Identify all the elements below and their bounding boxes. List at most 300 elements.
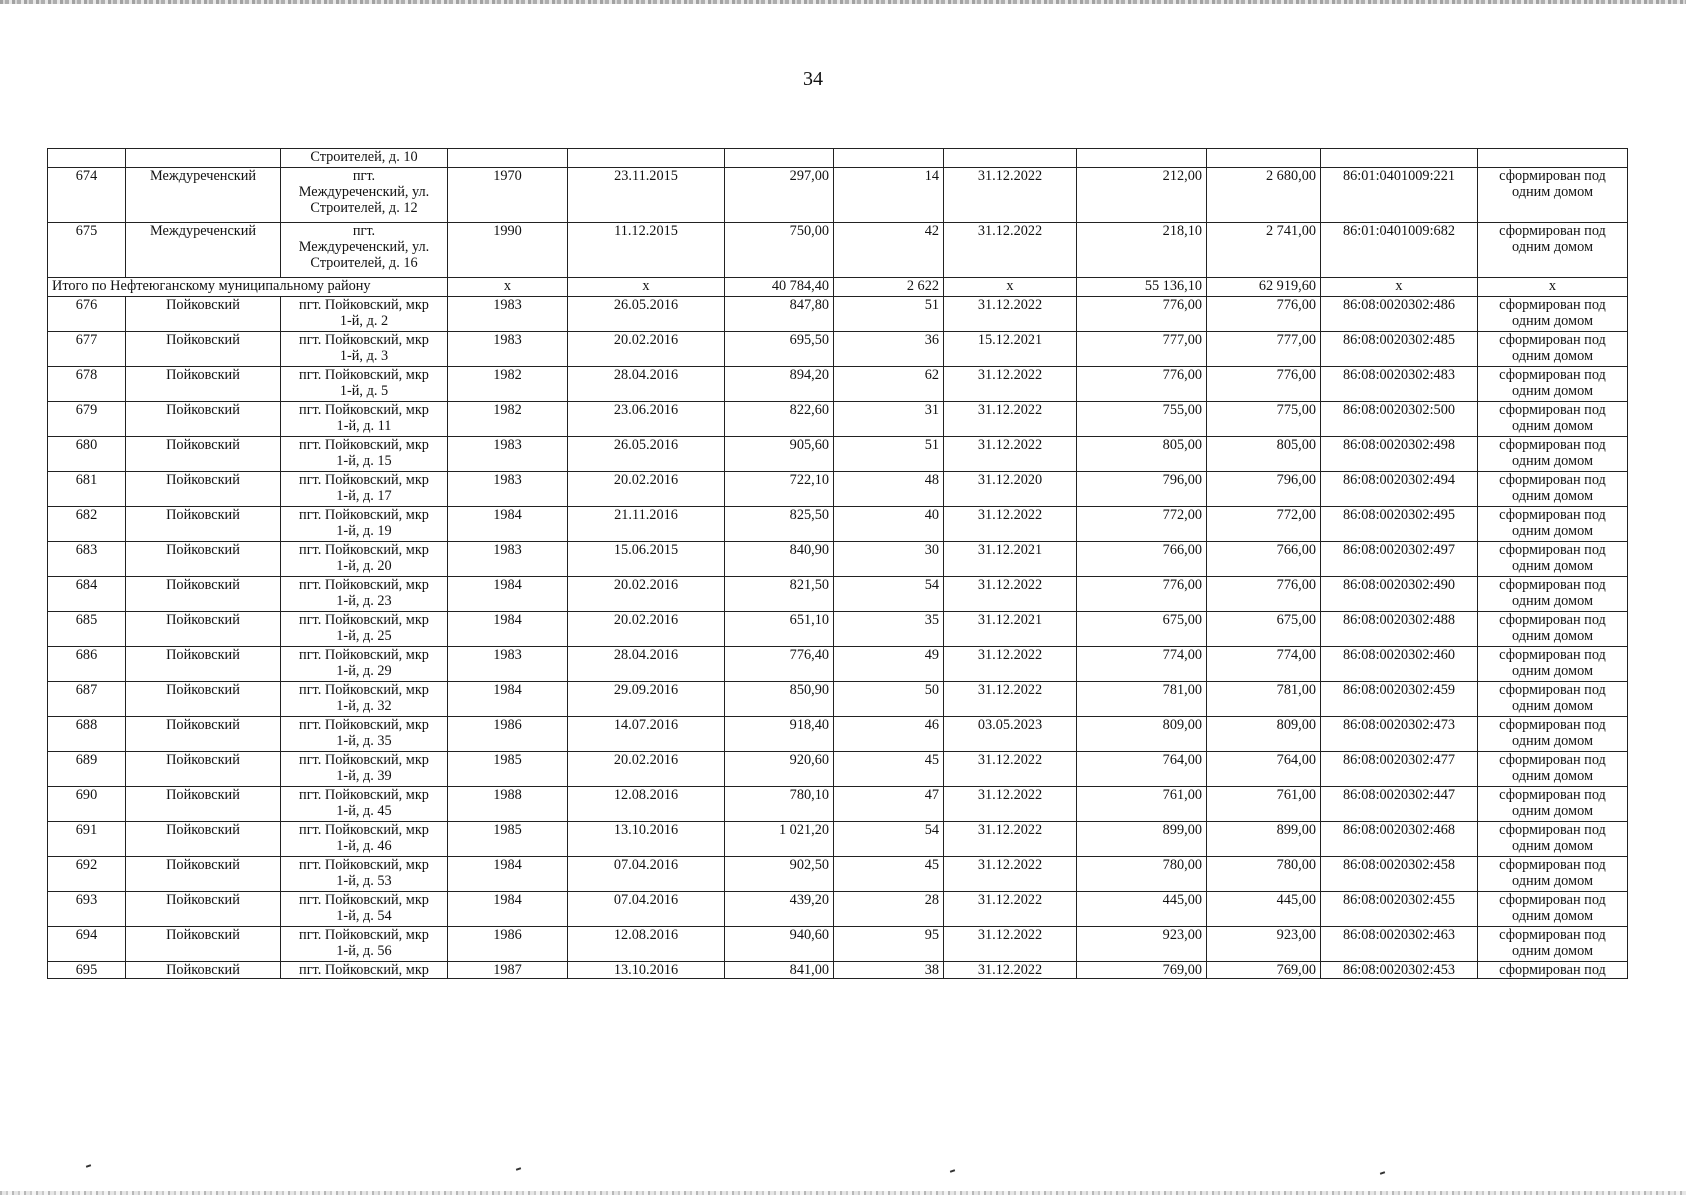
- deadline-cell: 31.12.2022: [944, 752, 1077, 787]
- area-cell: 750,00: [725, 223, 834, 278]
- value-a-cell: 780,00: [1077, 857, 1207, 892]
- status-cell: сформирован под: [1478, 962, 1628, 979]
- address-cell-line: 1-й, д. 45: [336, 803, 392, 819]
- status-cell: [1478, 647, 1628, 682]
- area-cell: 439,20: [725, 892, 834, 927]
- value-a-cell: 805,00: [1077, 437, 1207, 472]
- total-row: [48, 278, 1628, 297]
- date-cell: 29.09.2016: [568, 682, 725, 717]
- area-cell: 780,10: [725, 787, 834, 822]
- value-b-cell: 769,00: [1207, 962, 1321, 979]
- cadastral-cell: 86:08:0020302:463: [1321, 927, 1478, 962]
- deadline-cell: 31.12.2022: [944, 507, 1077, 542]
- status-cell-line: одним домом: [1511, 348, 1594, 364]
- year-cell: 1984: [448, 612, 568, 647]
- deadline-cell: 31.12.2022: [944, 892, 1077, 927]
- address-cell-line: пгт.: [352, 223, 376, 239]
- area-cell: 902,50: [725, 857, 834, 892]
- address-cell-line: 1-й, д. 29: [336, 663, 392, 679]
- cadastral-cell: 86:08:0020302:477: [1321, 752, 1478, 787]
- residents-cell: 38: [834, 962, 944, 979]
- value-a-cell: 776,00: [1077, 577, 1207, 612]
- value-b-cell: 775,00: [1207, 402, 1321, 437]
- residents-cell: 31: [834, 402, 944, 437]
- address-cell: [281, 752, 448, 787]
- table-row: [48, 437, 1628, 472]
- status-cell-line: сформирован под: [1499, 892, 1606, 908]
- row-number: 689: [48, 752, 126, 787]
- table-row: [48, 472, 1628, 507]
- deadline-cell: 31.12.2022: [944, 577, 1077, 612]
- table-row: [48, 297, 1628, 332]
- value-b-cell: 776,00: [1207, 577, 1321, 612]
- address-cell-line: пгт. Пойковский, мкр: [299, 647, 429, 663]
- value-b-cell: 764,00: [1207, 752, 1321, 787]
- address-cell-line: 1-й, д. 15: [336, 453, 392, 469]
- value-a-cell: 899,00: [1077, 822, 1207, 857]
- scan-speck: [86, 1164, 91, 1167]
- address-cell-line: 1-й, д. 19: [336, 523, 392, 539]
- status-cell: [1478, 542, 1628, 577]
- date-cell: 15.06.2015: [568, 542, 725, 577]
- residents-cell: 42: [834, 223, 944, 278]
- settlement-cell: Пойковский: [126, 577, 281, 612]
- residents-cell: 48: [834, 472, 944, 507]
- year-cell: 1985: [448, 822, 568, 857]
- residents-cell: 45: [834, 752, 944, 787]
- status-cell-line: одним домом: [1511, 803, 1594, 819]
- settlement-cell: Пойковский: [126, 892, 281, 927]
- address-cell: [281, 472, 448, 507]
- value-b-cell: 776,00: [1207, 367, 1321, 402]
- table-row: [48, 822, 1628, 857]
- area-cell: 722,10: [725, 472, 834, 507]
- address-cell-line: Строителей, д. 12: [310, 200, 418, 216]
- status-cell-line: одним домом: [1511, 943, 1594, 959]
- settlement-cell: Пойковский: [126, 857, 281, 892]
- value-b-cell: 766,00: [1207, 542, 1321, 577]
- scan-speck: [516, 1167, 521, 1170]
- address-cell-line: 1-й, д. 39: [336, 768, 392, 784]
- settlement-cell: Междуреченский: [126, 168, 281, 223]
- year-cell: 1983: [448, 437, 568, 472]
- area-cell: 894,20: [725, 367, 834, 402]
- deadline-cell: 31.12.2022: [944, 647, 1077, 682]
- area-cell: 825,50: [725, 507, 834, 542]
- table-row: [48, 332, 1628, 367]
- year-cell: 1986: [448, 927, 568, 962]
- residents-cell: 54: [834, 577, 944, 612]
- deadline-cell: 31.12.2021: [944, 542, 1077, 577]
- value-b-cell: 675,00: [1207, 612, 1321, 647]
- residents-cell: 14: [834, 168, 944, 223]
- table-row: [48, 223, 1628, 278]
- residents-cell: 47: [834, 787, 944, 822]
- status-cell: [1478, 787, 1628, 822]
- cadastral-cell: 86:08:0020302:486: [1321, 297, 1478, 332]
- year-cell: 1984: [448, 577, 568, 612]
- address-cell-line: пгт. Пойковский, мкр: [299, 927, 429, 943]
- status-cell: [1478, 927, 1628, 962]
- deadline-cell: 31.12.2022: [944, 367, 1077, 402]
- value-b-cell: 772,00: [1207, 507, 1321, 542]
- status-cell-line: сформирован под: [1499, 647, 1606, 663]
- value-b-cell: 761,00: [1207, 787, 1321, 822]
- address-cell-line: 1-й, д. 20: [336, 558, 392, 574]
- area-cell: 905,60: [725, 437, 834, 472]
- cadastral-cell: 86:08:0020302:460: [1321, 647, 1478, 682]
- residents-cell: 50: [834, 682, 944, 717]
- cadastral-cell: 86:08:0020302:488: [1321, 612, 1478, 647]
- year-cell: 1985: [448, 752, 568, 787]
- date-cell: 20.02.2016: [568, 332, 725, 367]
- value-b-cell: 923,00: [1207, 927, 1321, 962]
- settlement-cell: Пойковский: [126, 297, 281, 332]
- address-cell: [281, 787, 448, 822]
- total-deadline: х: [944, 278, 1077, 297]
- address-cell-line: Междуреченский, ул.: [298, 184, 430, 200]
- settlement-cell: Пойковский: [126, 472, 281, 507]
- cadastral-cell: 86:08:0020302:490: [1321, 577, 1478, 612]
- status-cell-line: одним домом: [1511, 313, 1594, 329]
- total-label: Итого по Нефтеюганскому муниципальному району: [48, 278, 448, 297]
- status-cell-line: одним домом: [1511, 838, 1594, 854]
- address-cell-line: пгт. Пойковский, мкр: [299, 787, 429, 803]
- value-a-cell: 781,00: [1077, 682, 1207, 717]
- value-b-cell: 2 680,00: [1207, 168, 1321, 223]
- year-cell: 1984: [448, 507, 568, 542]
- address-cell: [281, 927, 448, 962]
- address-cell: [281, 577, 448, 612]
- value-b-cell: 796,00: [1207, 472, 1321, 507]
- deadline-cell: 31.12.2022: [944, 927, 1077, 962]
- settlement-cell: Пойковский: [126, 402, 281, 437]
- status-cell-line: одним домом: [1511, 873, 1594, 889]
- residents-cell: 40: [834, 507, 944, 542]
- deadline-cell: 31.12.2022: [944, 402, 1077, 437]
- total-date: х: [568, 278, 725, 297]
- address-cell: [281, 168, 448, 223]
- deadline-cell: 31.12.2022: [944, 437, 1077, 472]
- address-cell-line: 1-й, д. 35: [336, 733, 392, 749]
- status-cell-line: сформирован под: [1499, 367, 1606, 383]
- deadline-cell: 31.12.2022: [944, 168, 1077, 223]
- status-cell-line: сформирован под: [1499, 297, 1606, 313]
- value-a-cell: 796,00: [1077, 472, 1207, 507]
- residents-cell: 46: [834, 717, 944, 752]
- address-cell: [281, 892, 448, 927]
- year-cell: 1983: [448, 472, 568, 507]
- date-cell: 20.02.2016: [568, 577, 725, 612]
- table-row: [48, 168, 1628, 223]
- year-cell: 1987: [448, 962, 568, 979]
- row-number: 691: [48, 822, 126, 857]
- address-cell: [281, 682, 448, 717]
- value-b-cell: 774,00: [1207, 647, 1321, 682]
- status-cell: [1478, 332, 1628, 367]
- status-cell-line: одним домом: [1511, 558, 1594, 574]
- address-cell: [281, 367, 448, 402]
- value-a-cell: 769,00: [1077, 962, 1207, 979]
- status-cell: [1478, 612, 1628, 647]
- status-cell-line: одним домом: [1511, 184, 1594, 200]
- date-cell: 07.04.2016: [568, 892, 725, 927]
- row-number: 690: [48, 787, 126, 822]
- value-a-cell: 764,00: [1077, 752, 1207, 787]
- value-b-cell: 805,00: [1207, 437, 1321, 472]
- year-cell: 1984: [448, 857, 568, 892]
- address-cell-line: пгт. Пойковский, мкр: [299, 507, 429, 523]
- value-a-cell: 772,00: [1077, 507, 1207, 542]
- row-number: 677: [48, 332, 126, 367]
- status-cell-line: одним домом: [1511, 768, 1594, 784]
- row-number: 695: [48, 962, 126, 979]
- address-cell-line: 1-й, д. 32: [336, 698, 392, 714]
- status-cell-line: одним домом: [1511, 488, 1594, 504]
- table-row: [48, 507, 1628, 542]
- area-cell: 840,90: [725, 542, 834, 577]
- row-number: 688: [48, 717, 126, 752]
- address-cell-line: 1-й, д. 25: [336, 628, 392, 644]
- value-b-cell: 781,00: [1207, 682, 1321, 717]
- table-row: [48, 787, 1628, 822]
- total-value-a: 55 136,10: [1077, 278, 1207, 297]
- settlement-cell: Пойковский: [126, 962, 281, 979]
- address-cell-line: пгт. Пойковский, мкр: [299, 752, 429, 768]
- status-cell-line: сформирован под: [1499, 577, 1606, 593]
- row-number: 684: [48, 577, 126, 612]
- address-cell-line: пгт. Пойковский, мкр: [299, 332, 429, 348]
- status-cell-line: сформирован под: [1499, 612, 1606, 628]
- status-cell-line: сформирован под: [1499, 437, 1606, 453]
- status-cell: [1478, 168, 1628, 223]
- deadline-cell: 31.12.2022: [944, 297, 1077, 332]
- status-cell: [1478, 717, 1628, 752]
- address-cell-line: 1-й, д. 2: [339, 313, 389, 329]
- deadline-cell: 31.12.2022: [944, 822, 1077, 857]
- table-row: [48, 367, 1628, 402]
- scan-speck: [1380, 1171, 1385, 1174]
- area-cell: 920,60: [725, 752, 834, 787]
- area-cell: 822,60: [725, 402, 834, 437]
- row-number: 683: [48, 542, 126, 577]
- address-cell-line: пгт. Пойковский, мкр: [299, 577, 429, 593]
- cadastral-cell: 86:08:0020302:473: [1321, 717, 1478, 752]
- settlement-cell: Пойковский: [126, 682, 281, 717]
- table-row: [48, 962, 1628, 979]
- status-cell-line: сформирован под: [1499, 223, 1606, 239]
- status-cell: [1478, 892, 1628, 927]
- table-row: [48, 927, 1628, 962]
- housing-register-table: [47, 148, 1628, 979]
- date-cell: 20.02.2016: [568, 752, 725, 787]
- total-area: 40 784,40: [725, 278, 834, 297]
- scan-edge-top: [0, 0, 1686, 4]
- status-cell: [1478, 857, 1628, 892]
- value-b-cell: 780,00: [1207, 857, 1321, 892]
- cadastral-cell: 86:08:0020302:494: [1321, 472, 1478, 507]
- row-number: 692: [48, 857, 126, 892]
- year-cell: 1983: [448, 542, 568, 577]
- value-a-cell: 766,00: [1077, 542, 1207, 577]
- value-a-cell: 218,10: [1077, 223, 1207, 278]
- settlement-cell: Пойковский: [126, 717, 281, 752]
- settlement-cell: Междуреченский: [126, 223, 281, 278]
- table-row: [48, 752, 1628, 787]
- value-a-cell: 923,00: [1077, 927, 1207, 962]
- residents-cell: 35: [834, 612, 944, 647]
- deadline-cell: 31.12.2022: [944, 857, 1077, 892]
- status-cell-line: одним домом: [1511, 663, 1594, 679]
- date-cell: 20.02.2016: [568, 612, 725, 647]
- cadastral-cell: 86:08:0020302:455: [1321, 892, 1478, 927]
- residents-cell: 62: [834, 367, 944, 402]
- value-a-cell: 776,00: [1077, 297, 1207, 332]
- row-number: 693: [48, 892, 126, 927]
- status-cell-line: сформирован под: [1499, 787, 1606, 803]
- residents-cell: 49: [834, 647, 944, 682]
- continuation-row: [48, 149, 1628, 168]
- address-cell-line: пгт. Пойковский, мкр: [299, 612, 429, 628]
- settlement-cell: Пойковский: [126, 437, 281, 472]
- residents-cell: 54: [834, 822, 944, 857]
- status-cell: [1478, 507, 1628, 542]
- value-a-cell: 777,00: [1077, 332, 1207, 367]
- status-cell-line: одним домом: [1511, 239, 1594, 255]
- settlement-cell: Пойковский: [126, 787, 281, 822]
- status-cell-line: одним домом: [1511, 418, 1594, 434]
- status-cell-line: сформирован под: [1499, 168, 1606, 184]
- address-cell-line: пгт. Пойковский, мкр: [299, 297, 429, 313]
- row-number: 685: [48, 612, 126, 647]
- address-cell-line: пгт. Пойковский, мкр: [299, 892, 429, 908]
- residents-cell: 95: [834, 927, 944, 962]
- address-cell-line: 1-й, д. 11: [336, 418, 392, 434]
- value-a-cell: 755,00: [1077, 402, 1207, 437]
- value-b-cell: 776,00: [1207, 297, 1321, 332]
- row-number: 676: [48, 297, 126, 332]
- row-number: 687: [48, 682, 126, 717]
- date-cell: 23.06.2016: [568, 402, 725, 437]
- table-row: [48, 542, 1628, 577]
- area-cell: 821,50: [725, 577, 834, 612]
- year-cell: 1983: [448, 297, 568, 332]
- status-cell-line: одним домом: [1511, 628, 1594, 644]
- address-cell-line: 1-й, д. 3: [339, 348, 389, 364]
- status-cell-line: сформирован под: [1499, 472, 1606, 488]
- status-cell-line: одним домом: [1511, 698, 1594, 714]
- date-cell: 23.11.2015: [568, 168, 725, 223]
- total-status: х: [1478, 278, 1628, 297]
- status-cell: [1478, 223, 1628, 278]
- year-cell: 1984: [448, 682, 568, 717]
- table-row: [48, 857, 1628, 892]
- date-cell: 14.07.2016: [568, 717, 725, 752]
- date-cell: 26.05.2016: [568, 437, 725, 472]
- scan-edge-bottom: [0, 1191, 1686, 1195]
- area-cell: 1 021,20: [725, 822, 834, 857]
- total-cadastral: х: [1321, 278, 1478, 297]
- cadastral-cell: 86:08:0020302:485: [1321, 332, 1478, 367]
- cadastral-cell: 86:08:0020302:483: [1321, 367, 1478, 402]
- cadastral-cell: 86:08:0020302:447: [1321, 787, 1478, 822]
- settlement-cell: Пойковский: [126, 647, 281, 682]
- status-cell: [1478, 472, 1628, 507]
- year-cell: 1982: [448, 402, 568, 437]
- settlement-cell: Пойковский: [126, 507, 281, 542]
- residents-cell: 30: [834, 542, 944, 577]
- deadline-cell: 31.12.2022: [944, 223, 1077, 278]
- date-cell: 12.08.2016: [568, 927, 725, 962]
- value-b-cell: 445,00: [1207, 892, 1321, 927]
- settlement-cell: Пойковский: [126, 542, 281, 577]
- address-cell: [281, 612, 448, 647]
- area-cell: 847,80: [725, 297, 834, 332]
- scan-speck: [950, 1169, 955, 1172]
- address-cell-line: пгт. Пойковский, мкр: [299, 822, 429, 838]
- date-cell: 12.08.2016: [568, 787, 725, 822]
- date-cell: 28.04.2016: [568, 367, 725, 402]
- status-cell: [1478, 367, 1628, 402]
- value-a-cell: 675,00: [1077, 612, 1207, 647]
- year-cell: 1983: [448, 332, 568, 367]
- address-cell-line: пгт. Пойковский, мкр: [299, 857, 429, 873]
- year-cell: 1984: [448, 892, 568, 927]
- address-cell: [281, 507, 448, 542]
- area-cell: 297,00: [725, 168, 834, 223]
- cadastral-cell: 86:01:0401009:221: [1321, 168, 1478, 223]
- status-cell-line: одним домом: [1511, 453, 1594, 469]
- area-cell: 695,50: [725, 332, 834, 367]
- status-cell-line: сформирован под: [1499, 332, 1606, 348]
- cadastral-cell: 86:08:0020302:498: [1321, 437, 1478, 472]
- page-number: 34: [803, 68, 823, 90]
- value-a-cell: 776,00: [1077, 367, 1207, 402]
- address-cell-line: Междуреченский, ул.: [298, 239, 430, 255]
- address-cell-line: пгт.: [352, 168, 376, 184]
- status-cell: [1478, 822, 1628, 857]
- address-cell: [281, 647, 448, 682]
- cadastral-cell: 86:08:0020302:497: [1321, 542, 1478, 577]
- date-cell: 11.12.2015: [568, 223, 725, 278]
- value-b-cell: 899,00: [1207, 822, 1321, 857]
- table-row: [48, 717, 1628, 752]
- address-cell: пгт. Пойковский, мкр: [281, 962, 448, 979]
- deadline-cell: 31.12.2022: [944, 682, 1077, 717]
- address-cell: [281, 402, 448, 437]
- status-cell-line: сформирован под: [1499, 752, 1606, 768]
- residents-cell: 36: [834, 332, 944, 367]
- date-cell: 20.02.2016: [568, 472, 725, 507]
- address-cell: [281, 332, 448, 367]
- status-cell-line: сформирован под: [1499, 402, 1606, 418]
- total-year: х: [448, 278, 568, 297]
- row-number: 674: [48, 168, 126, 223]
- address-cell-line: пгт. Пойковский, мкр: [299, 402, 429, 418]
- row-number: 681: [48, 472, 126, 507]
- value-b-cell: 777,00: [1207, 332, 1321, 367]
- status-cell-line: сформирован под: [1499, 542, 1606, 558]
- status-cell-line: одним домом: [1511, 593, 1594, 609]
- cadastral-cell: 86:08:0020302:468: [1321, 822, 1478, 857]
- date-cell: 21.11.2016: [568, 507, 725, 542]
- area-cell: 841,00: [725, 962, 834, 979]
- date-cell: 28.04.2016: [568, 647, 725, 682]
- address-cell: [281, 717, 448, 752]
- date-cell: 07.04.2016: [568, 857, 725, 892]
- status-cell-line: одним домом: [1511, 383, 1594, 399]
- row-number: 678: [48, 367, 126, 402]
